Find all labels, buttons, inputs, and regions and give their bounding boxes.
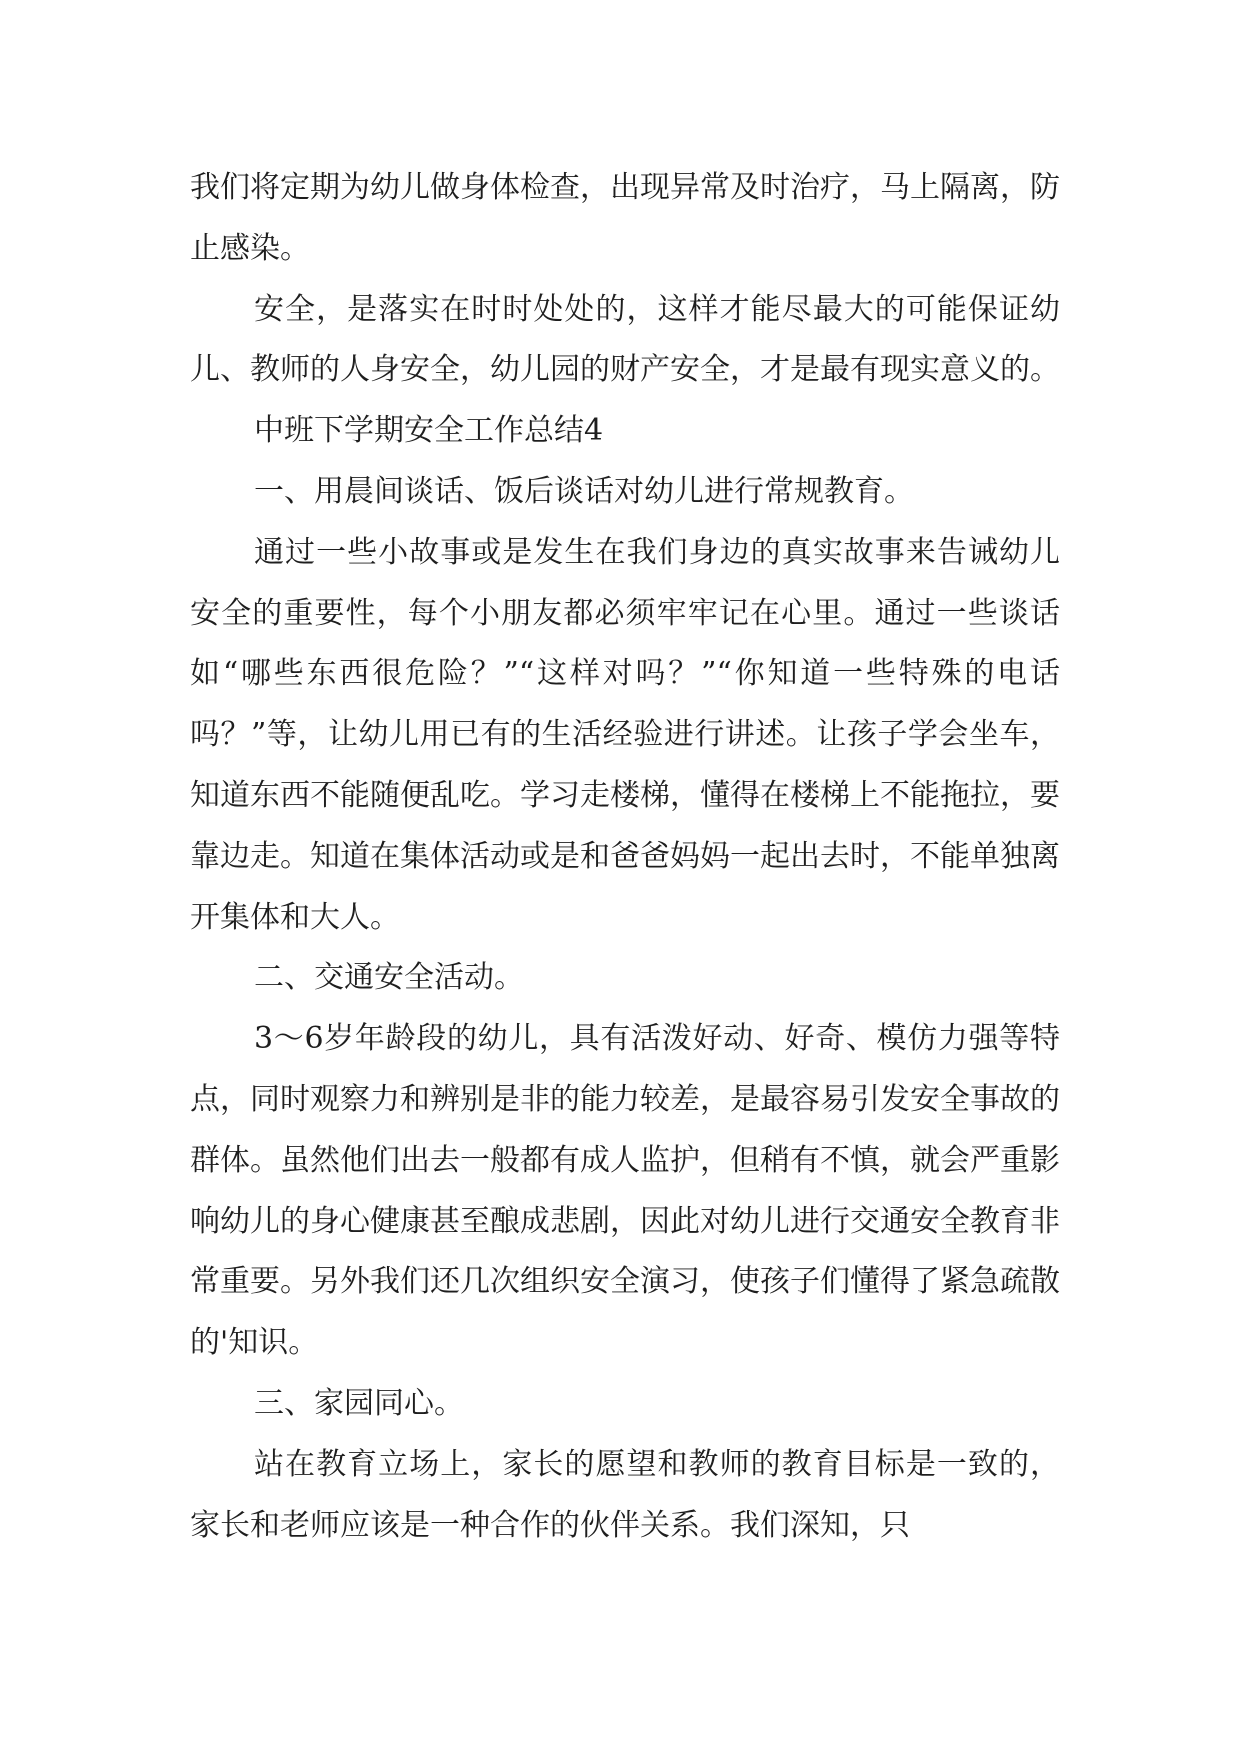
paragraph-traffic-safety: 3～6岁年龄段的幼儿，具有活泼好动、好奇、模仿力强等特点，同时观察力和辨别是非的能力较差，是最容易引发安全事故的群体。虽然他们出去一般都有成人监护，但稍有不慎，就会严重影响幼儿的身心健康甚至酿成悲剧，因此对幼儿进行交通安全教育非常重要。另外我们还几次组织安全演习，使孩子们懂得了紧急疏散的'知识。 [190,1021,1060,1361]
paragraph-routine-education: 通过一些小故事或是发生在我们身边的真实故事来告诫幼儿安全的重要性，每个小朋友都必须牢牢记在心里。通过一些谈话如“哪些东西很危险？”“这样对吗？”“你知道一些特殊的电话吗？”等，让幼儿用已有的生活经验进行讲述。让孩子学会坐车，知道东西不能随便乱吃。学习走楼梯，懂得在楼梯上不能拖拉，要靠边走。知道在集体活动或是和爸爸妈妈一起出去时，不能单独离开集体和大人。 [190,534,1060,935]
section-title: 中班下学期安全工作总结4 [254,413,604,449]
paragraph-home-school: 站在教育立场上，家长的愿望和教师的教育目标是一致的，家长和老师应该是一种合作的伙伴关系。我们深知，只 [190,1446,1060,1543]
heading-three: 三、家园同心。 [254,1385,464,1421]
heading-one: 一、用晨间谈话、饭后谈话对幼儿进行常规教育。 [254,473,914,509]
heading-two: 二、交通安全活动。 [254,960,524,996]
paragraph-continuation: 我们将定期为幼儿做身体检查，出现异常及时治疗，马上隔离，防止感染。 [190,170,1060,266]
paragraph-safety-summary: 安全，是落实在时时处处的，这样才能尽最大的可能保证幼儿、教师的人身安全，幼儿园的财产安全，才是最有现实意义的。 [190,291,1060,388]
document-page [190,158,1060,1556]
